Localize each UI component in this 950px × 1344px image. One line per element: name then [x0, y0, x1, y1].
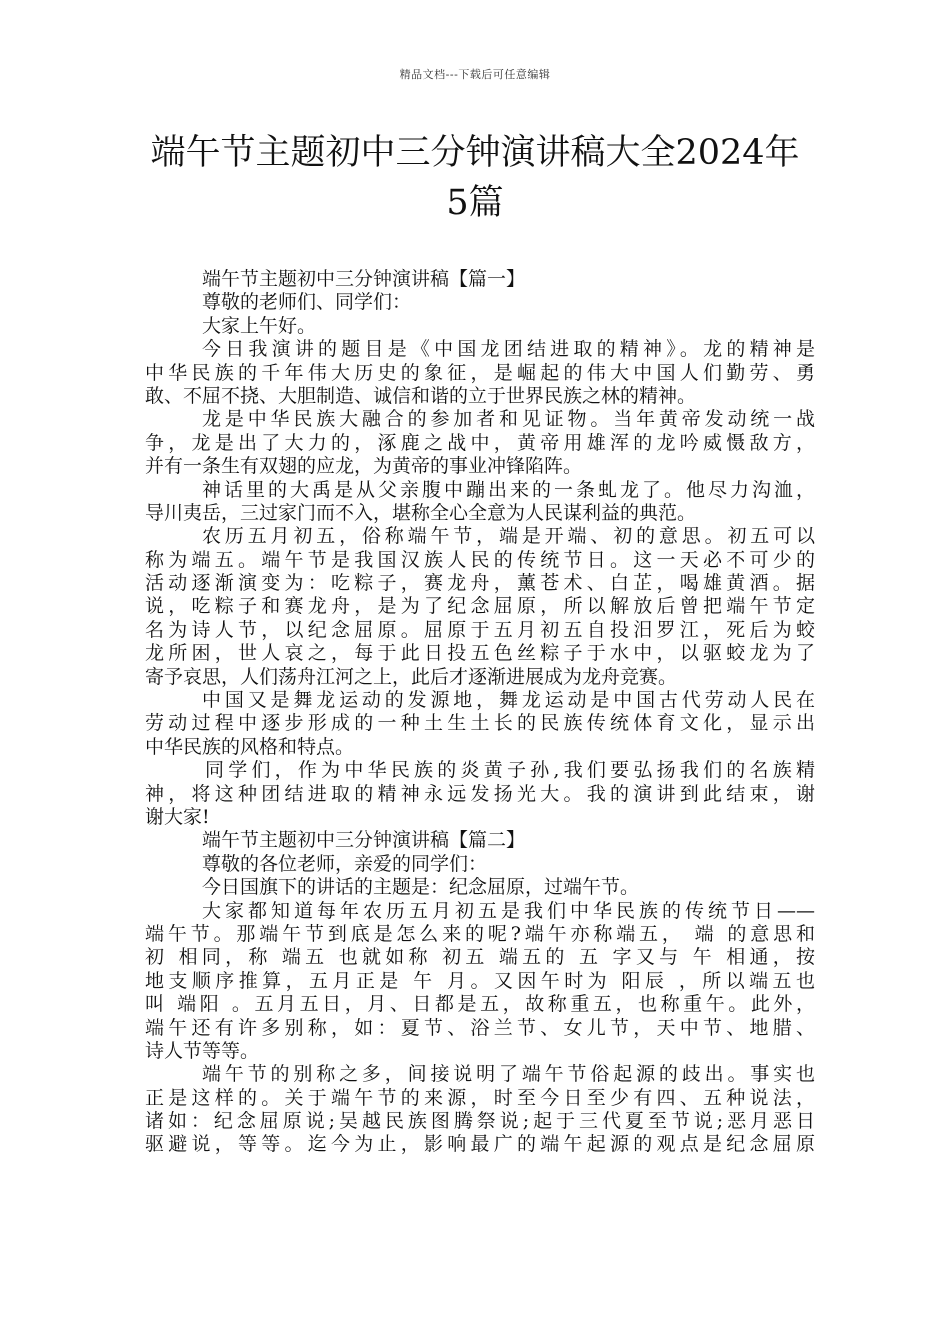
text-line: 大家都知道每年农历五月初五是我们中华民族的传统节日——: [202, 899, 815, 922]
title-line-1: 端午节主题初中三分钟演讲稿大全2024年: [150, 133, 800, 173]
text-line: 导川夷岳，三过家门而不入，堪称全心全意为人民谋利益的典范。: [145, 501, 697, 524]
text-line: 今日国旗下的讲话的主题是：纪念屈原，过端午节。: [202, 876, 640, 899]
text-line: 尊敬的各位老师，亲爱的同学们：: [202, 852, 488, 875]
text-line: 叫 端阳 。五月五日，月、日都是五，故称重五，也称重午。此外，: [145, 993, 815, 1016]
text-line: 端午节。那端午节到底是怎么来的呢?端午亦称端五， 端 的意思和: [145, 922, 815, 945]
document-title: [120, 128, 830, 228]
text-line: 谢大家!: [145, 805, 210, 828]
text-line: 今日我演讲的题目是《中国龙团结进取的精神》。龙的精神是: [202, 338, 815, 361]
title-line-2: 5篇: [446, 183, 504, 223]
text-line: 中华民族的风格和特点。: [145, 735, 355, 758]
text-line: 中国又是舞龙运动的发源地，舞龙运动是中国古代劳动人民在: [202, 689, 815, 712]
text-line: 争，龙是出了大力的，涿鹿之战中，黄帝用雄浑的龙吟威慑敌方，: [145, 431, 815, 454]
text-line: 敢、不屈不挠、大胆制造、诚信和谐的立于世界民族之林的精神。: [145, 384, 697, 407]
text-line: 尊敬的老师们、同学们：: [202, 291, 412, 314]
text-line: 并有一条生有双翅的应龙，为黄帝的事业冲锋陷阵。: [145, 455, 583, 478]
text-line: 龙所困，世人哀之，每于此日投五色丝粽子于水中，以驱蛟龙为了: [145, 642, 815, 665]
text-line: 大家上午好。: [202, 314, 317, 337]
text-line: 同学们，作为中华民族的炎黄子孙,我们要弘扬我们的名族精: [205, 759, 815, 782]
text-line: 初 相同，称 端五 也就如称 初五 端五的 五 字又与 午 相通，按: [145, 946, 815, 969]
text-line: 农历五月初五，俗称端午节，端是开端、初的意思。初五可以: [202, 525, 815, 548]
text-line: 劳动过程中逐步形成的一种土生土长的民族传统体育文化，显示出: [145, 712, 815, 735]
section-heading: 端午节主题初中三分钟演讲稿【篇一】: [202, 268, 526, 290]
text-line: 神，将这种团结进取的精神永远发扬光大。我的演讲到此结束，谢: [145, 782, 815, 805]
text-line: 诗人节等等。: [145, 1039, 260, 1062]
text-line: 驱避说，等等。迄今为止，影响最广的端午起源的观点是纪念屈原: [145, 1133, 815, 1156]
text-line: 活动逐渐演变为：吃粽子，赛龙舟，薰苍术、白芷，喝雄黄酒。据: [145, 572, 815, 595]
text-line: 名为诗人节，以纪念屈原。屈原于五月初五自投汨罗江，死后为蛟: [145, 618, 815, 641]
text-line: 龙是中华民族大融合的参加者和见证物。当年黄帝发动统一战: [202, 408, 815, 431]
text-line: 地支顺序推算，五月正是 午 月。又因午时为 阳辰 ，所以端五也: [145, 969, 815, 992]
text-line: 中华民族的千年伟大历史的象征，是崛起的伟大中国人们勤劳、勇: [145, 361, 815, 384]
document-body: [145, 268, 815, 1157]
page-header: 精品文档---下载后可任意编辑: [399, 68, 551, 81]
text-line: 神话里的大禹是从父亲腹中蹦出来的一条虬龙了。他尽力沟洫，: [202, 478, 815, 501]
text-line: 称为端五。端午节是我国汉族人民的传统节日。这一天必不可少的: [145, 548, 815, 571]
section-heading: 端午节主题初中三分钟演讲稿【篇二】: [202, 829, 526, 852]
text-line: 说，吃粽子和赛龙舟，是为了纪念屈原，所以解放后曾把端午节定: [145, 595, 815, 618]
text-line: 端午还有许多别称，如：夏节、浴兰节、女儿节，天中节、地腊、: [145, 1016, 815, 1039]
text-line: 寄予哀思，人们荡舟江河之上，此后才逐渐进展成为龙舟竞赛。: [145, 665, 678, 688]
text-line: 诸如：纪念屈原说;吴越民族图腾祭说;起于三代夏至节说;恶月恶日: [145, 1110, 815, 1133]
text-line: 正是这样的。关于端午节的来源，时至今日至少有四、五种说法，: [145, 1086, 815, 1109]
text-line: 端午节的别称之多，间接说明了端午节俗起源的歧出。事实也: [202, 1063, 815, 1086]
